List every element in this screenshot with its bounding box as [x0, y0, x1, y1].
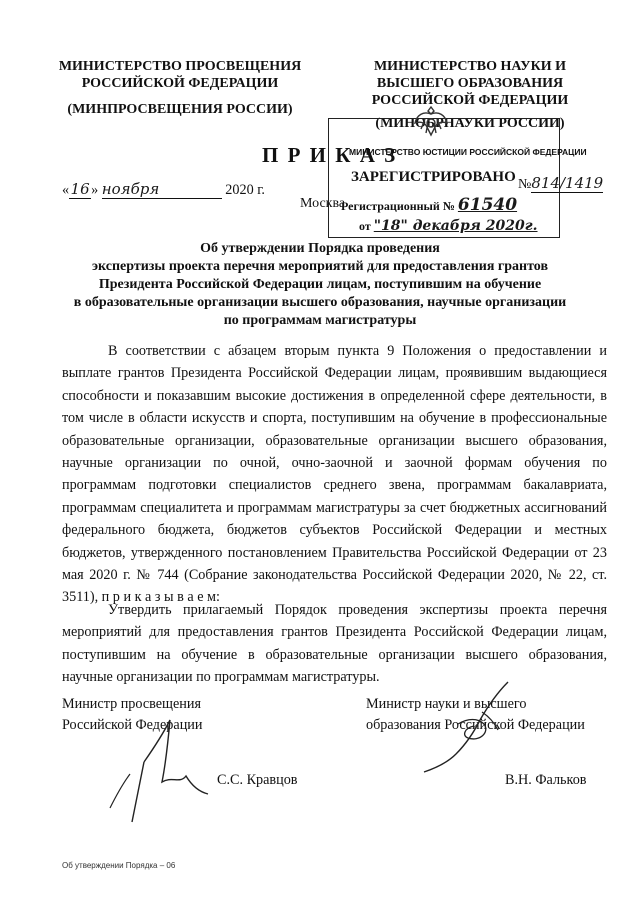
signature-left-name: С.С. Кравцов — [217, 772, 298, 788]
stamp-reg-date: "18" декабря 2020г. — [373, 218, 538, 234]
eagle-emblem-icon — [411, 101, 451, 141]
signature-right-title-line1: Министр науки и высшего — [366, 696, 527, 712]
body-paragraph-1 — [62, 340, 607, 609]
stamp-reg-label-text: Регистрационный № — [341, 199, 455, 213]
stamp-date-line — [359, 218, 538, 234]
stamp-org: МИНИСТЕРСТВО ЮСТИЦИИ РОССИЙСКОЙ ФЕДЕРАЦИИ — [349, 147, 587, 157]
stamp-reg-label — [341, 195, 517, 215]
body-paragraph-2: Утвердить прилагаемый Порядок проведения экспертизы проекта перечня мероприятий для предоставления грантов Президента Российской Федерации лицам, поступившим на обучение в образовательные организации высшего образования, научные организации по программам магистратуры. — [62, 602, 607, 686]
signature-left-title-line2: Российской Федерации — [62, 717, 203, 733]
ministry-left-line1: МИНИСТЕРСТВО ПРОСВЕЩЕНИЯ — [58, 59, 302, 74]
stamp-registered: ЗАРЕГИСТРИРОВАНО — [351, 169, 516, 185]
order-date — [62, 180, 265, 199]
signature-right-title-line2: образования Российской Федерации — [366, 717, 585, 733]
date-month: ноября — [102, 180, 222, 199]
title-line5: по программам магистратуры — [223, 313, 417, 328]
order-number — [518, 174, 603, 193]
order-city: Москва — [300, 196, 346, 211]
order-number-value: 814/1419 — [531, 174, 604, 192]
order-title — [40, 240, 600, 330]
date-quote-open: « — [62, 182, 70, 198]
date-day: 16 — [70, 180, 90, 198]
title-line3: Президента Российской Федерации лицам, поступившим на обучение — [98, 277, 542, 292]
order-heading: П Р И К А З — [262, 143, 398, 167]
footer-note: Об утверждении Порядка – 06 — [62, 861, 176, 870]
stamp-from-label: от — [359, 219, 371, 233]
body-paragraph-1-text: В соответствии с абзацем вторым пункта 9 Положения о предоставлении и выплате грантов Президента Российской Федерации лицам, проявившим выдающиеся способности и показавшим высокие достижения в определенной сфере деятельности, в том числе в области искусств и спорта, поступившим на обучение в профессиональные образовательные организации, образовательные организации высшего образования, научные организации по очной, очно-заочной и заочной формам обучения по программам подготовки специалистов среднего звена, программам бакалавриата, программам специалитета и программам магистратуры за счет бюджетных ассигнований федерального бюджета, бюджетов субъектов Российской Федерации и местных бюджетов, утвержденного постановлением Правительства Российской Федерации от 23 мая 2020 г. № 744 (Собрание законодательства Российской Федерации 2020, № 22, ст. 3511), — [62, 343, 607, 606]
decree-word: п р и к а з ы в а е м: — [101, 589, 220, 606]
ministry-right-line1: МИНИСТЕРСТВО НАУКИ И — [373, 59, 567, 74]
date-year: 2020 г. — [225, 182, 265, 198]
ministry-left-block — [50, 58, 310, 118]
date-quote-close: » — [91, 182, 99, 198]
signature-left-title-line1: Министр просвещения — [62, 696, 201, 712]
stamp-reg-number: 61540 — [457, 195, 518, 215]
title-line4: в образовательные организации высшего образования, научные организации — [73, 295, 567, 310]
ministry-right-short: (МИНОБРНАУКИ РОССИИ) — [375, 116, 565, 131]
signature-right-handwritten — [418, 672, 548, 782]
title-line2: экспертизы проекта перечня мероприятий для предоставления грантов — [91, 259, 549, 274]
ministry-left-short: (МИНПРОСВЕЩЕНИЯ РОССИИ) — [67, 102, 293, 117]
order-number-prefix: № — [518, 177, 532, 192]
ministry-right-line2: ВЫСШЕГО ОБРАЗОВАНИЯ — [376, 76, 564, 91]
signature-left-handwritten — [100, 712, 240, 832]
title-line1: Об утверждении Порядка проведения — [200, 241, 440, 256]
ministry-right-line3: РОССИЙСКОЙ ФЕДЕРАЦИИ — [371, 93, 569, 108]
ministry-left-line2: РОССИЙСКОЙ ФЕДЕРАЦИИ — [81, 76, 279, 91]
signature-right-name: В.Н. Фальков — [505, 772, 587, 788]
